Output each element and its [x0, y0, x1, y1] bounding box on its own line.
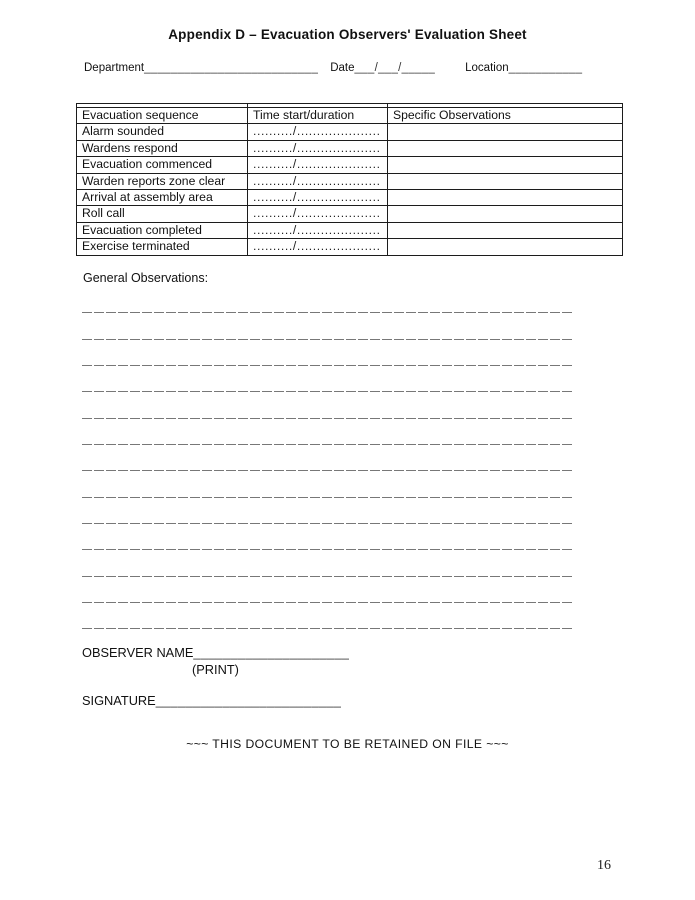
table-row [77, 206, 623, 222]
ruled-line [82, 340, 573, 366]
time-cell: ........../..................... [248, 173, 388, 189]
retention-footer-note: ~~~ THIS DOCUMENT TO BE RETAINED ON FILE ~~~ [186, 737, 509, 751]
header-evacuation-sequence: Evacuation sequence [77, 108, 248, 124]
observation-cell [388, 190, 623, 206]
observation-cell [388, 206, 623, 222]
sequence-cell: Roll call [77, 206, 248, 222]
ruled-line [82, 577, 573, 603]
evacuation-table-body [77, 104, 623, 256]
sequence-cell: Evacuation commenced [77, 157, 248, 173]
time-cell: ........../..................... [248, 124, 388, 140]
observation-cell [388, 140, 623, 156]
table-row [77, 190, 623, 206]
table-row [77, 124, 623, 140]
header-fields [84, 62, 635, 74]
sequence-cell: Arrival at assembly area [77, 190, 248, 206]
general-observations-label: General Observations: [83, 271, 209, 285]
location-field [465, 62, 582, 74]
page-number: 16 [597, 858, 611, 873]
observation-cell [388, 157, 623, 173]
ruled-line [82, 471, 573, 497]
signature-label: SIGNATURE [82, 693, 156, 708]
observer-name-blank-line: _____________________ [193, 645, 350, 660]
sequence-cell: Evacuation completed [77, 222, 248, 238]
department-blank-line: __________________________ [144, 62, 319, 74]
time-cell: ........../..................... [248, 190, 388, 206]
table-row [77, 157, 623, 173]
observation-cell [388, 124, 623, 140]
signature-blank-line: _________________________ [155, 693, 342, 708]
ruled-line [82, 498, 573, 524]
print-label: (PRINT) [192, 662, 239, 677]
ruled-line [82, 445, 573, 471]
ruled-line [82, 287, 573, 313]
ruled-line [82, 524, 573, 550]
time-cell: ........../..................... [248, 222, 388, 238]
ruled-line [82, 313, 573, 339]
observer-name-label: OBSERVER NAME [82, 645, 194, 660]
date-field [330, 62, 435, 74]
observation-cell [388, 239, 623, 255]
table-row [77, 222, 623, 238]
ruled-line [82, 392, 573, 418]
header-specific-observations: Specific Observations [388, 108, 623, 124]
department-label: Department [84, 62, 145, 74]
page-title: Appendix D – Evacuation Observers' Evaluation Sheet [168, 27, 527, 42]
time-cell: ........../..................... [248, 239, 388, 255]
date-label: Date [330, 62, 355, 74]
sequence-cell: Wardens respond [77, 140, 248, 156]
table-row [77, 239, 623, 255]
ruled-line [82, 366, 573, 392]
ruled-line [82, 550, 573, 576]
ruled-line [82, 419, 573, 445]
evacuation-sequence-table [76, 103, 623, 256]
sequence-cell: Alarm sounded [77, 124, 248, 140]
table-row [77, 173, 623, 189]
observation-cell [388, 222, 623, 238]
table-header-row [77, 108, 623, 124]
location-blank-line: ___________ [508, 62, 583, 74]
location-label: Location [465, 62, 509, 74]
time-cell: ........../..................... [248, 206, 388, 222]
sequence-cell: Exercise terminated [77, 239, 248, 255]
sequence-cell: Warden reports zone clear [77, 173, 248, 189]
time-cell: ........../..................... [248, 157, 388, 173]
general-observations-lines [82, 287, 573, 629]
department-field [84, 62, 318, 74]
header-time-start-duration: Time start/duration [248, 108, 388, 124]
ruled-line [82, 603, 573, 629]
table-row [77, 140, 623, 156]
observer-name-field [82, 645, 349, 660]
date-blank-line: ___/___/_____ [354, 62, 436, 74]
signature-field [82, 693, 341, 708]
observation-cell [388, 173, 623, 189]
time-cell: ........../..................... [248, 140, 388, 156]
